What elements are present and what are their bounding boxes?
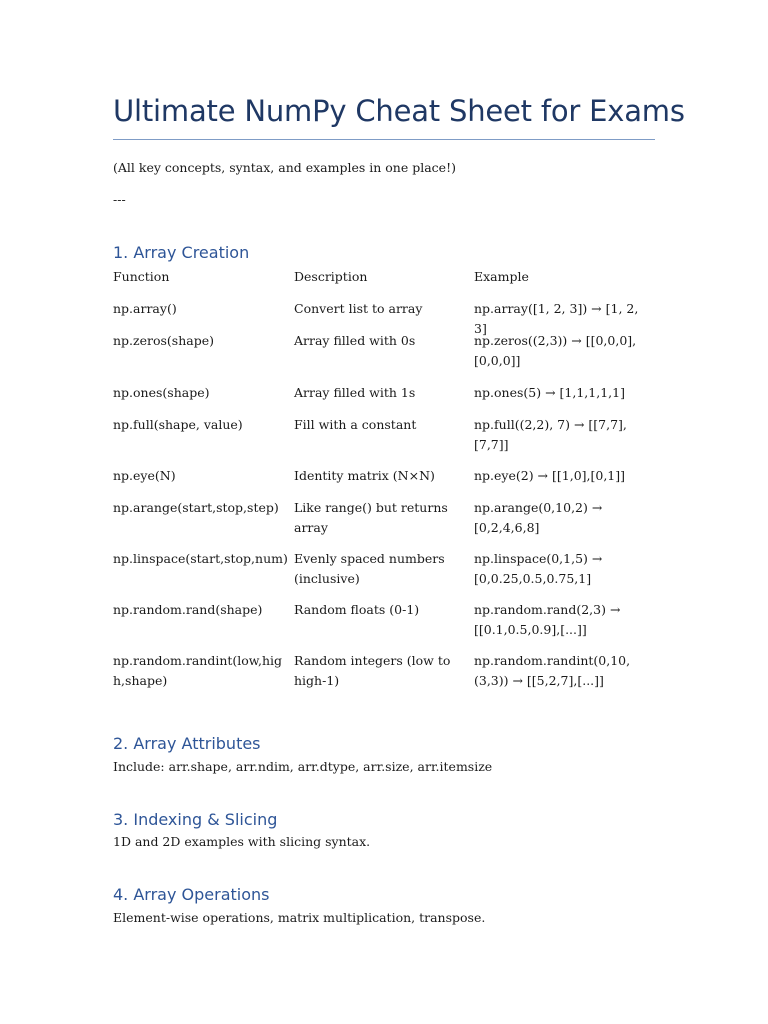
table-cell: np.array([1, 2, 3]) → [1, 2, 3] <box>474 301 639 336</box>
table-cell: Evenly spaced numbers (inclusive) <box>294 551 445 586</box>
table-cell: Like range() but returns array <box>294 500 448 535</box>
indexing-slicing-text: 1D and 2D examples with slicing syntax. <box>113 834 371 849</box>
table-cell: np.linspace(start,stop,num) <box>113 551 288 566</box>
table-cell: np.random.rand(2,3) → [[0.1,0.5,0.9],[...]] <box>474 602 621 637</box>
table-cell: np.full(shape, value) <box>113 417 243 432</box>
array-operations-text: Element-wise operations, matrix multiplication, transpose. <box>113 910 486 925</box>
separator-text: --- <box>113 192 126 207</box>
document-subtitle: (All key concepts, syntax, and examples in one place!) <box>113 160 456 175</box>
heading-indexing-slicing: 3. Indexing & Slicing <box>113 810 278 829</box>
heading-array-creation: 1. Array Creation <box>113 243 250 262</box>
table-cell: np.zeros(shape) <box>113 333 214 348</box>
document-title: Ultimate NumPy Cheat Sheet for Exams <box>113 94 685 128</box>
table-cell: np.arange(0,10,2) → [0,2,4,6,8] <box>474 500 603 535</box>
table-cell: np.random.randint(0,10, (3,3)) → [[5,2,7],[...]] <box>474 653 631 688</box>
table-cell: np.random.rand(shape) <box>113 602 263 617</box>
table-cell: Array filled with 1s <box>294 385 416 400</box>
table-cell: np.zeros((2,3)) → [[0,0,0], [0,0,0]] <box>474 333 637 368</box>
table-header-cell: Example <box>474 269 529 284</box>
table-cell: np.array() <box>113 301 177 316</box>
table-cell: np.ones(shape) <box>113 385 210 400</box>
title-underline <box>113 139 655 140</box>
array-attributes-text: Include: arr.shape, arr.ndim, arr.dtype, arr.size, arr.itemsize <box>113 759 493 774</box>
table-header-cell: Description <box>294 269 368 284</box>
table-cell: np.linspace(0,1,5) → [0,0.25,0.5,0.75,1] <box>474 551 603 586</box>
table-cell: Fill with a constant <box>294 417 417 432</box>
table-cell: np.eye(N) <box>113 468 176 483</box>
table-cell: np.ones(5) → [1,1,1,1,1] <box>474 385 625 400</box>
table-header-cell: Function <box>113 269 170 284</box>
table-cell: Identity matrix (N×N) <box>294 468 435 483</box>
table-cell: Convert list to array <box>294 301 423 316</box>
table-cell: np.random.randint(low,hig h,shape) <box>113 653 283 688</box>
table-cell: np.arange(start,stop,step) <box>113 500 279 515</box>
table-cell: Array filled with 0s <box>294 333 416 348</box>
heading-array-attributes: 2. Array Attributes <box>113 734 261 753</box>
heading-array-operations: 4. Array Operations <box>113 885 270 904</box>
table-cell: np.eye(2) → [[1,0],[0,1]] <box>474 468 626 483</box>
table-cell: Random floats (0-1) <box>294 602 420 617</box>
table-cell: np.full((2,2), 7) → [[7,7], [7,7]] <box>474 417 627 452</box>
table-cell: Random integers (low to high-1) <box>294 653 451 688</box>
